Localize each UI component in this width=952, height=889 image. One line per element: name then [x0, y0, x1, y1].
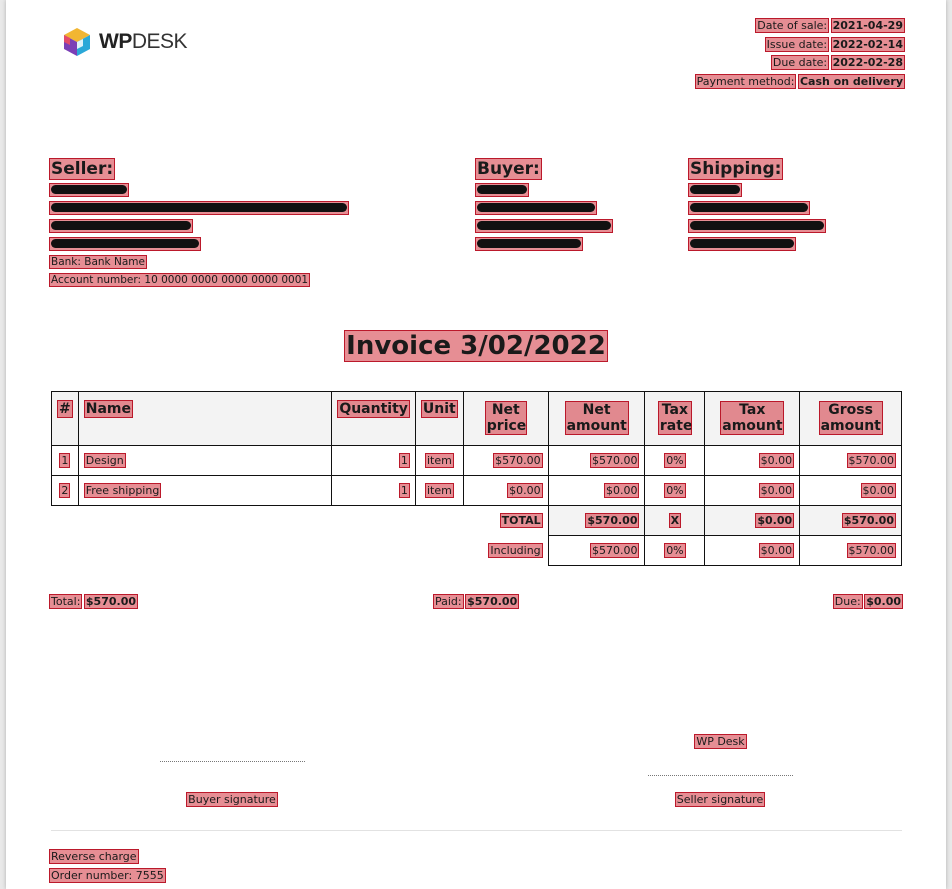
table-row — [52, 446, 902, 476]
invoice-title: Invoice 3/02/2022 — [346, 331, 606, 361]
seller-title: Seller: — [51, 159, 114, 179]
buyer-redacted-line — [476, 220, 612, 238]
seller-block — [50, 159, 348, 292]
reverse-charge-note: Reverse charge — [51, 850, 137, 863]
shipping-redacted-line — [689, 238, 825, 256]
including-rate: 0% — [666, 543, 684, 557]
item-tax-rate: 0% — [666, 483, 684, 497]
item-net-amount: $0.00 — [605, 483, 638, 497]
invoice-items-table — [51, 391, 902, 566]
column-header: Quantity — [332, 392, 416, 446]
shipping-redacted-line — [689, 220, 825, 238]
seller-signature-line — [648, 775, 793, 776]
item-net-price: $570.00 — [495, 453, 541, 467]
summary-due: Due: $0.00 — [834, 595, 901, 608]
shipping-title: Shipping: — [690, 159, 782, 179]
column-header: # — [52, 392, 79, 446]
total-net: $570.00 — [587, 513, 638, 527]
item-unit: item — [426, 483, 452, 497]
total-gross: $570.00 — [843, 513, 894, 527]
item-net-price: $0.00 — [509, 483, 541, 497]
item-gross-amount: $0.00 — [862, 483, 894, 497]
seller-redacted-line — [50, 220, 348, 238]
meta-issue-date: Issue date: 2022-02-14 — [766, 37, 903, 51]
item-tax-amount: $0.00 — [760, 453, 793, 467]
buyer-block — [476, 159, 612, 256]
logo-wordmark: WPDESK — [99, 30, 188, 53]
seller-redacted-line — [50, 238, 348, 256]
seller-signature-label: Seller signature — [676, 793, 764, 806]
seller-bank: Bank: Bank Name — [51, 255, 145, 268]
total-label: TOTAL — [501, 513, 541, 527]
summary-total: Total: $570.00 — [51, 595, 137, 608]
table-row — [52, 476, 902, 506]
column-header: Net amount — [548, 392, 645, 446]
item-tax-amount: $0.00 — [760, 483, 793, 497]
item-unit: item — [426, 453, 452, 467]
row-number: 2 — [61, 483, 69, 497]
item-quantity: 1 — [400, 483, 408, 497]
item-net-amount: $570.00 — [591, 453, 638, 467]
seller-company-name: WP Desk — [696, 735, 745, 748]
shipping-block — [689, 159, 825, 256]
footer-divider — [51, 830, 902, 831]
table-header-row — [52, 392, 902, 446]
total-row — [52, 506, 902, 536]
column-header: Gross amount — [800, 392, 902, 446]
meta-date-of-sale: Date of sale: 2021-04-29 — [757, 19, 903, 32]
wpdesk-cube-icon — [61, 26, 93, 58]
column-header: Unit — [415, 392, 463, 446]
row-number: 1 — [61, 453, 69, 467]
order-number: Order number: 7555 — [51, 869, 164, 882]
buyer-redacted-line — [476, 184, 612, 202]
shipping-redacted-line — [689, 202, 825, 220]
meta-payment-method: Payment method: Cash on delivery — [696, 74, 903, 88]
seller-redacted-line — [50, 202, 348, 220]
meta-due-date: Due date: 2022-02-28 — [772, 56, 903, 69]
including-row — [52, 536, 902, 566]
column-header: Name — [78, 392, 332, 446]
seller-account-number: Account number: 10 0000 0000 0000 0000 0001 — [51, 273, 309, 286]
wpdesk-logo — [61, 26, 187, 58]
buyer-redacted-line — [476, 238, 612, 256]
seller-redacted-line — [50, 184, 348, 202]
column-header: Tax rate — [645, 392, 705, 446]
column-header: Tax amount — [705, 392, 800, 446]
invoice-page — [6, 0, 946, 889]
including-net: $570.00 — [591, 543, 638, 557]
item-name: Free shipping — [85, 483, 160, 497]
total-tax: $0.00 — [757, 513, 793, 527]
item-name: Design — [85, 453, 124, 467]
summary-paid: Paid: $570.00 — [435, 595, 518, 608]
item-gross-amount: $570.00 — [848, 453, 894, 467]
item-quantity: 1 — [400, 453, 408, 467]
buyer-redacted-line — [476, 202, 612, 220]
item-tax-rate: 0% — [666, 453, 684, 467]
including-tax: $0.00 — [760, 543, 793, 557]
including-label: Including — [490, 543, 541, 557]
total-rate: X — [670, 513, 680, 527]
buyer-signature-label: Buyer signature — [188, 793, 276, 806]
buyer-signature-line — [160, 761, 305, 762]
invoice-meta — [696, 19, 904, 93]
buyer-title: Buyer: — [477, 159, 540, 179]
shipping-redacted-line — [689, 184, 825, 202]
column-header: Net price — [463, 392, 548, 446]
including-gross: $570.00 — [848, 543, 894, 557]
